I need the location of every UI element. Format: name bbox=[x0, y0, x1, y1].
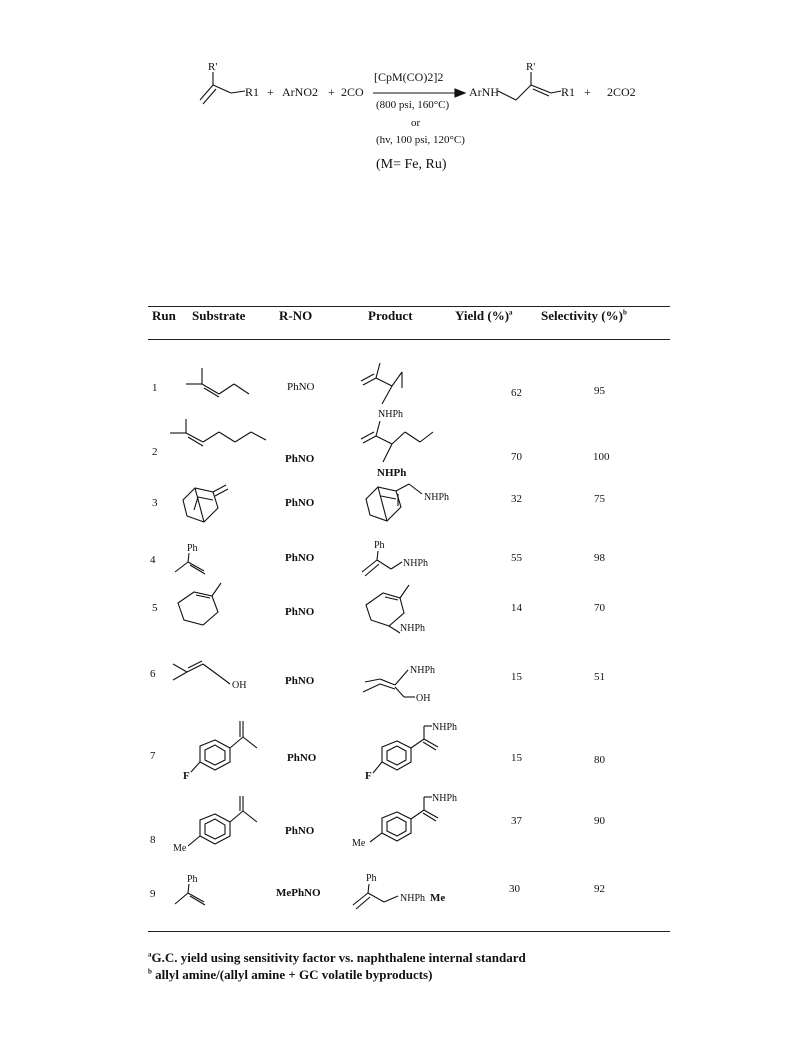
substrate-label: Ph bbox=[187, 874, 198, 885]
reactant-r1: R1 bbox=[245, 85, 260, 99]
nitroarene-reagent: ArNO2 bbox=[282, 85, 318, 99]
yield-cell: 32 bbox=[511, 493, 522, 505]
substrate-label: OH bbox=[232, 680, 247, 691]
run-number: 3 bbox=[152, 497, 158, 509]
selectivity-cell: 70 bbox=[594, 602, 605, 614]
substrate-label: F bbox=[183, 770, 190, 782]
plus-sign: + bbox=[584, 85, 591, 99]
rno-cell: PhNO bbox=[287, 752, 317, 764]
product-label: NHPh bbox=[378, 409, 404, 420]
rno-cell: PhNO bbox=[285, 552, 315, 564]
plus-sign: + bbox=[267, 85, 274, 99]
product-structure-1 bbox=[361, 363, 402, 404]
product-label: NHPh bbox=[403, 558, 429, 569]
product-label-me: Me bbox=[352, 838, 366, 849]
header-run: Run bbox=[152, 308, 176, 323]
substrate-structure-1 bbox=[186, 368, 249, 397]
condition-thermal: (800 psi, 160°C) bbox=[376, 99, 450, 111]
rno-cell: PhNO bbox=[287, 381, 315, 393]
product-structure-4 bbox=[362, 551, 402, 576]
selectivity-cell: 95 bbox=[594, 385, 605, 397]
product-structure-7 bbox=[373, 726, 438, 773]
product-structure-6 bbox=[363, 670, 415, 697]
run-number: 4 bbox=[150, 554, 156, 566]
yield-cell: 55 bbox=[511, 552, 522, 564]
substrate-structure-3 bbox=[183, 485, 228, 522]
yield-cell: 37 bbox=[511, 815, 522, 827]
yield-cell: 15 bbox=[511, 671, 522, 683]
header-selectivity: Selectivity (%)$^b$ bbox=[541, 308, 627, 323]
reactant-substituent: R' bbox=[208, 61, 218, 73]
product-label: NHPh bbox=[424, 492, 450, 503]
metal-definition: (M= Fe, Ru) bbox=[376, 157, 447, 172]
product-structure-9 bbox=[353, 884, 398, 909]
yield-cell: 30 bbox=[509, 883, 520, 895]
substrate-label: Ph bbox=[187, 543, 198, 554]
run-number: 2 bbox=[152, 446, 158, 458]
header-rno: R-NO bbox=[279, 308, 313, 323]
product-structure-8 bbox=[370, 797, 438, 842]
substrate-structure-4 bbox=[175, 553, 205, 574]
run-number: 5 bbox=[152, 602, 158, 614]
substrate-structure-6 bbox=[173, 661, 230, 684]
product-structure-3 bbox=[366, 484, 422, 521]
selectivity-cell: 51 bbox=[594, 671, 605, 683]
product-substituent: R' bbox=[526, 61, 536, 73]
product-label: NHPh bbox=[377, 467, 407, 479]
product-label: NHPh bbox=[432, 793, 458, 804]
footnote-b: $^b$ allyl amine/(allyl amine + GC volatile byproducts) bbox=[148, 967, 433, 982]
catalyst-label: [CpM(CO)2]2 bbox=[374, 70, 444, 84]
header-yield: Yield (%)$^a$ bbox=[455, 308, 513, 323]
run-number: 7 bbox=[150, 750, 156, 762]
yield-cell: 62 bbox=[511, 387, 522, 399]
selectivity-cell: 90 bbox=[594, 815, 605, 827]
product-label-f: F bbox=[365, 770, 372, 782]
header-product: Product bbox=[368, 308, 413, 323]
product-r1: R1 bbox=[561, 85, 576, 99]
or-label: or bbox=[411, 117, 421, 129]
yield-cell: 15 bbox=[511, 752, 522, 764]
condition-photochemical: (hv, 100 psi, 120°C) bbox=[376, 134, 465, 146]
header-substrate: Substrate bbox=[192, 308, 246, 323]
selectivity-cell: 100 bbox=[593, 451, 610, 463]
rno-cell: PhNO bbox=[285, 606, 315, 618]
product-label: NHPh bbox=[400, 893, 426, 904]
product-label: NHPh bbox=[432, 722, 458, 733]
byproduct-co2: 2CO2 bbox=[607, 85, 636, 99]
plus-sign: + bbox=[328, 85, 335, 99]
rno-cell: PhNO bbox=[285, 497, 315, 509]
product-structure-2 bbox=[361, 421, 433, 462]
product-label-ph: Ph bbox=[374, 540, 385, 551]
carbon-monoxide-reagent: 2CO bbox=[341, 85, 364, 99]
product-arnh: ArNH bbox=[469, 85, 499, 99]
rno-cell: MePhNO bbox=[276, 887, 321, 899]
run-number: 6 bbox=[150, 668, 156, 680]
run-number: 1 bbox=[152, 382, 158, 394]
yield-cell: 14 bbox=[511, 602, 522, 614]
substrate-label: Me bbox=[173, 843, 187, 854]
run-number: 8 bbox=[150, 834, 156, 846]
rno-cell: PhNO bbox=[285, 825, 315, 837]
substrate-structure-5 bbox=[178, 583, 221, 625]
product-label-oh: OH bbox=[416, 693, 431, 704]
substrate-structure-9 bbox=[175, 884, 205, 905]
product-label: NHPh bbox=[410, 665, 436, 676]
rno-cell: PhNO bbox=[285, 675, 315, 687]
substrate-structure-7 bbox=[191, 721, 257, 772]
selectivity-cell: 92 bbox=[594, 883, 605, 895]
product-label-ph: Ph bbox=[366, 873, 377, 884]
product-label-me: Me bbox=[430, 892, 446, 904]
product-label: NHPh bbox=[400, 623, 426, 634]
substrate-structure-2 bbox=[170, 419, 266, 446]
run-number: 9 bbox=[150, 888, 156, 900]
substrate-structure-8 bbox=[188, 796, 257, 846]
footnote-a: $^a$G.C. yield using sensitivity factor vs. naphthalene internal standard bbox=[148, 950, 526, 965]
yield-cell: 70 bbox=[511, 451, 522, 463]
rno-cell: PhNO bbox=[285, 453, 315, 465]
selectivity-cell: 80 bbox=[594, 754, 605, 766]
selectivity-cell: 98 bbox=[594, 552, 605, 564]
selectivity-cell: 75 bbox=[594, 493, 605, 505]
